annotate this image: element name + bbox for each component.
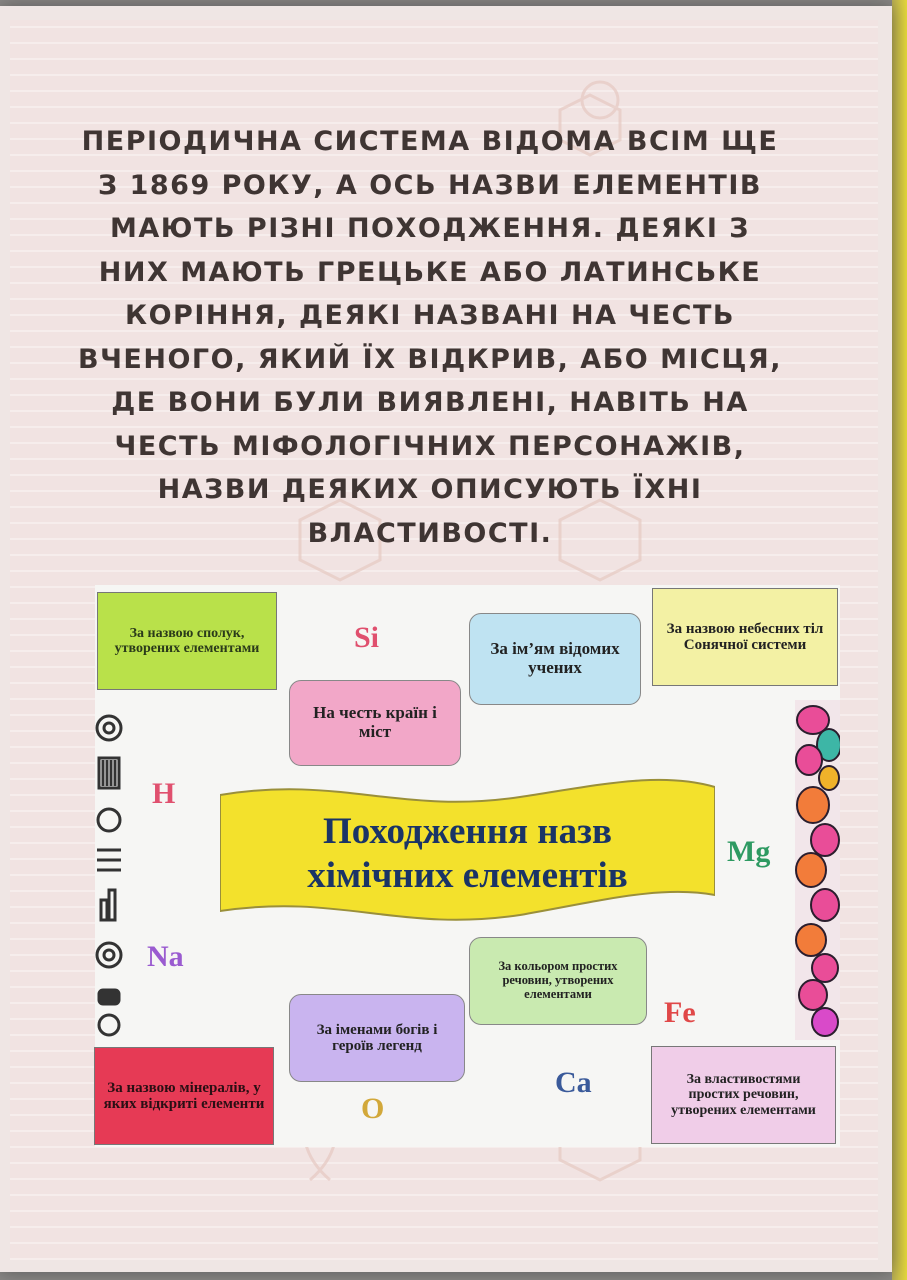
symbol-mg: Mg (727, 835, 771, 868)
diagram-title-line-2: хімічних елементів (307, 855, 628, 897)
intro-paragraph: ПЕРІОДИЧНА СИСТЕМА ВІДОМА ВСІМ ЩЕ З 1869 РОКУ, А ОСЬ НАЗВИ ЕЛЕМЕНТІВ МАЮТЬ РІЗНІ ПОХОДЖЕННЯ. ДЕЯКІ З НИХ МАЮТЬ ГРЕЦЬКЕ АБО ЛАТИНСЬКЕ КОРІННЯ, ДЕЯКІ НАЗВАНІ НА ЧЕСТЬ ВЧЕНОГО, ЯКИЙ ЇХ ВІДКРИВ, АБО МІСЦЯ, ДЕ ВОНИ БУЛИ ВИЯВЛЕНІ, НАВІТЬ НА ЧЕСТЬ МІФОЛОГІЧНИХ ПЕРСОНАЖІВ, НАЗВИ ДЕЯКИХ ОПИСУЮТЬ ЇХНІ ВЛАСТИВОСТІ. (78, 126, 782, 549)
category-scientists: За ім’ям відомих учених (469, 613, 641, 705)
gears-decoration-icon (93, 700, 129, 1040)
symbol-o: O (361, 1092, 385, 1125)
diagram-title (220, 810, 715, 899)
category-color: За кольором простих речовин, утворених елементами (469, 937, 647, 1025)
category-celestial: За назвою небесних тіл Сонячної системи (652, 588, 838, 686)
category-countries: На честь країн і міст (289, 680, 461, 766)
category-minerals: За назвою мінералів, у яких відкриті елементи (94, 1047, 274, 1145)
category-gods: За іменами богів і героїв легенд (289, 994, 465, 1082)
category-properties: За властивостями простих речовин, утворених елементами (651, 1046, 836, 1144)
diagram-title-line-1: Походження назв (323, 811, 612, 852)
symbol-si: Si (354, 621, 380, 654)
symbol-ca: Ca (555, 1066, 592, 1099)
brain-pattern-decoration (795, 700, 840, 1040)
symbol-fe: Fe (664, 996, 696, 1029)
symbol-na: Na (147, 940, 184, 973)
symbol-h: H (152, 777, 176, 810)
category-compounds: За назвою сполук, утворених елементами (97, 592, 277, 690)
